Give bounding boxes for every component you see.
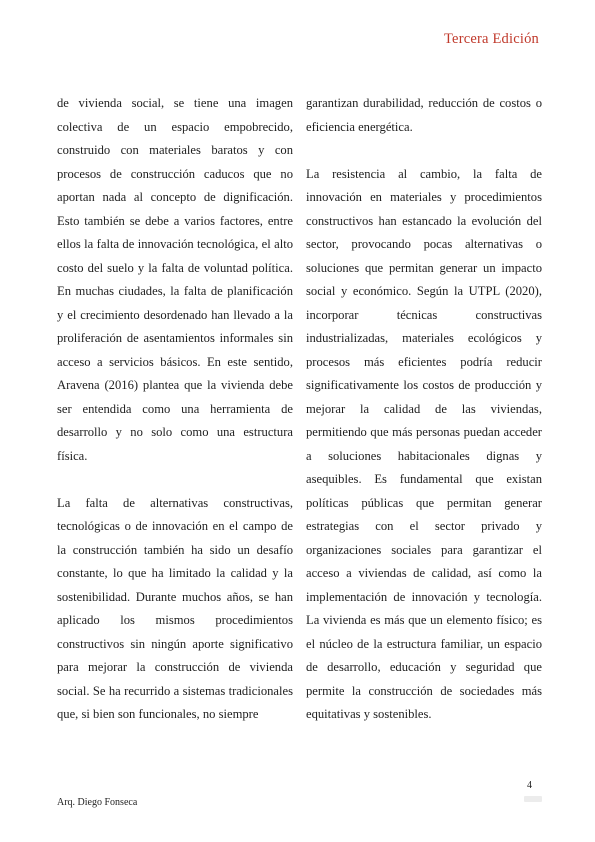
body-paragraph: La resistencia al cambio, la falta de innovación en materiales y procedimientos constructivos han estancado la evolución del sector, provocando pocas alternativas o soluciones que permitan generar un impacto social y económico. Según la UTPL (2020), incorporar técnicas constructivas industrializadas, materiales ecológicos y procesos más eficientes podría reducir significativamente los costos de producción y mejorar la calidad de las viviendas, permitiendo que más personas puedan acceder a soluciones habitacionales dignas y asequibles. Es fundamental que existan políticas públicas que permitan generar estrategias con el sector privado y organizaciones sociales para garantizar el acceso a viviendas de calidad, así como la implementación de innovación y tecnología. La vivienda es más que un elemento físico; es el núcleo de la estructura familiar, un espacio de desarrollo, educación y seguridad que permite la construcción de sociedades más equitativas y sostenibles. <box>306 166 542 721</box>
page-number: 4 <box>527 780 532 791</box>
right-column <box>306 92 542 750</box>
edition-header: Tercera Edición <box>444 31 539 47</box>
left-column <box>57 92 293 750</box>
footer-author: Arq. Diego Fonseca <box>57 797 138 808</box>
body-paragraph: de vivienda social, se tiene una imagen colectiva de un espacio empobrecido, construido con materiales baratos y con procesos de construcción caducos que no aportan nada al concepto de dignificación. Esto también se debe a varios factores, entre ellos la falta de innovación tecnológica, el alto costo del suelo y la falta de voluntad política. En muchas ciudades, la falta de planificación y el crecimiento desordenado han llevado a la proliferación de asentamientos informales sin acceso a servicios básicos. En este sentido, Aravena (2016) plantea que la vivienda debe ser entendida como una herramienta de desarrollo y no solo como una estructura física. <box>57 96 293 463</box>
body-paragraph: La falta de alternativas constructivas, tecnológicas o de innovación en el campo de la construcción también ha sido un desafío constante, lo que ha limitado la calidad y la sostenibilidad. Durante muchos años, se han aplicado los mismos procedimientos constructivos sin ningún aporte significativo para mejorar la construcción de vivienda social. Se ha recurrido a sistemas tradicionales que, si bien son funcionales, no siempre <box>57 495 293 721</box>
body-paragraph: garantizan durabilidad, reducción de costos o eficiencia energética. <box>306 96 542 134</box>
page-number-underline <box>524 796 542 802</box>
